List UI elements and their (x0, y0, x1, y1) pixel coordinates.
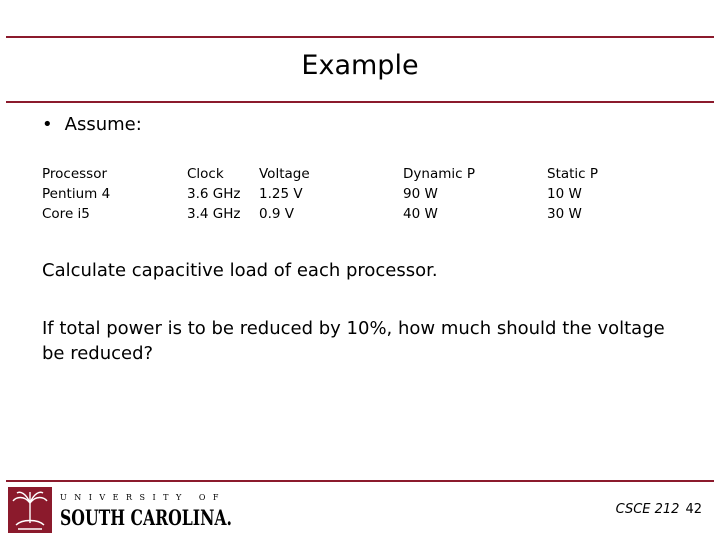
cell-clock: 3.4 GHz (187, 206, 241, 222)
university-logo (6, 485, 238, 535)
page-number: 42 (685, 502, 702, 517)
cell-dynamic-power: 90 W (403, 186, 438, 202)
course-label: CSCE 212 (615, 502, 680, 517)
bullet-assume (42, 114, 142, 135)
top-divider (6, 36, 714, 38)
cell-voltage: 1.25 V (259, 186, 303, 202)
logo-university-text: UNIVERSITY OF (60, 493, 226, 502)
header-voltage: Voltage (259, 166, 310, 182)
bullet-marker: • (42, 114, 53, 135)
question-capacitive-load: Calculate capacitive load of each processor. (42, 260, 438, 281)
header-processor: Processor (42, 166, 108, 182)
slide-title: Example (301, 50, 419, 81)
header-static-power: Static P (547, 166, 599, 182)
bullet-text: Assume: (64, 114, 142, 135)
cell-dynamic-power: 40 W (403, 206, 438, 222)
title-divider (6, 101, 714, 103)
cell-static-power: 10 W (547, 186, 582, 202)
cell-voltage: 0.9 V (259, 206, 294, 222)
processor-table (42, 166, 647, 226)
footer-divider (6, 480, 714, 482)
logo-south-carolina-text: SOUTH CAROLINA. (60, 505, 232, 530)
cell-static-power: 30 W (547, 206, 582, 222)
header-clock: Clock (187, 166, 224, 182)
table-row (42, 186, 647, 206)
header-dynamic-power: Dynamic P (403, 166, 475, 182)
cell-processor: Core i5 (42, 206, 90, 222)
cell-clock: 3.6 GHz (187, 186, 241, 202)
table-header-row (42, 166, 647, 186)
table-row (42, 206, 647, 226)
cell-processor: Pentium 4 (42, 186, 111, 202)
slide-footer (616, 502, 702, 517)
question-voltage-reduction: If total power is to be reduced by 10%, how much should the voltage be reduced? (42, 318, 665, 364)
